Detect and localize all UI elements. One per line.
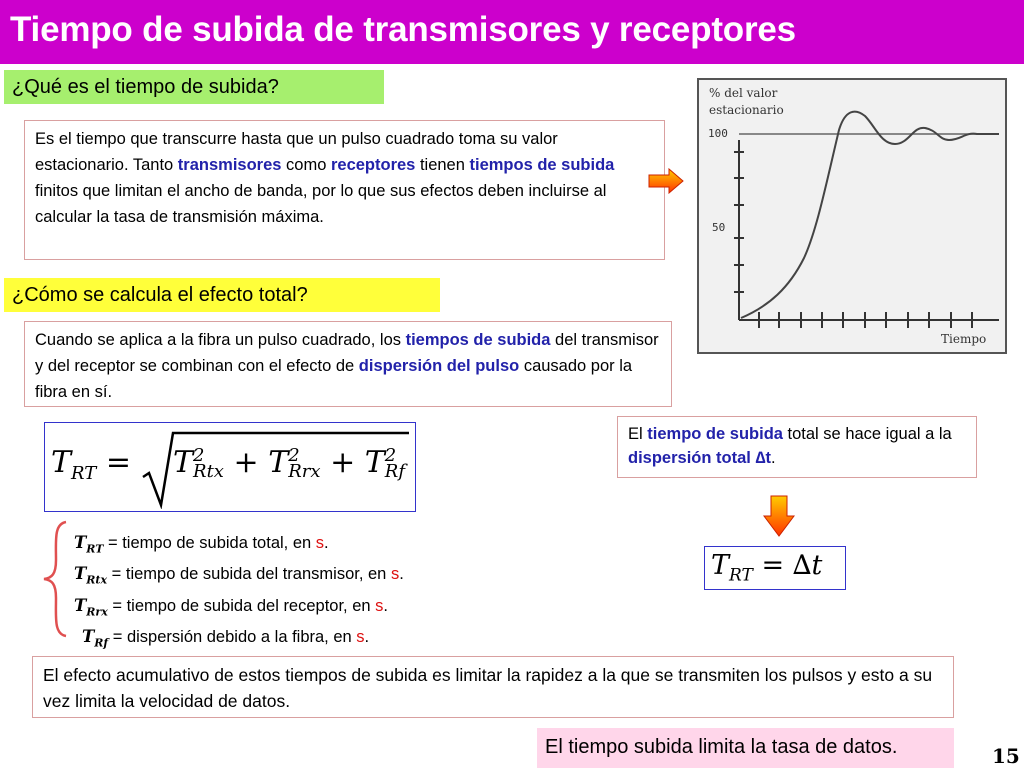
formula2-rhs: = ∆t xyxy=(761,550,823,581)
term-t3: T xyxy=(364,445,385,480)
rise-time-equals-dispersion-formula xyxy=(704,546,846,590)
formula2-lhs-sub: RT xyxy=(729,565,753,586)
step-response-plot xyxy=(699,80,1005,352)
formula-equals: = xyxy=(105,445,131,480)
term-t1-sub: Rtx xyxy=(193,461,224,482)
formula-radicand xyxy=(173,445,405,480)
highlight-tiempos-de-subida: tiempos de subida xyxy=(405,331,551,349)
text-span: tienen xyxy=(415,156,470,174)
def-var-sub: Rtx xyxy=(86,573,108,587)
def-text: = tiempo de subida del receptor, en xyxy=(107,596,376,615)
def-var xyxy=(74,564,108,587)
def-unit: s xyxy=(375,596,384,615)
graph-xlabel: Tiempo xyxy=(941,332,987,346)
term-t3-sup: 2 xyxy=(384,445,397,466)
curly-brace-icon xyxy=(40,520,70,638)
text-span: total se hace igual a la xyxy=(782,425,952,443)
tick-label-100: 100 xyxy=(708,127,728,140)
formula-lhs xyxy=(51,445,131,484)
def-unit: s xyxy=(390,565,400,584)
definition-item xyxy=(74,561,404,592)
page-number: 15 xyxy=(992,744,1020,768)
definition-box xyxy=(24,120,665,260)
highlight-tiempos-de-subida: tiempos de subida xyxy=(469,156,615,174)
cumulative-effect-box: El efecto acumulativo de estos tiempos de subida es limitar la rapidez a la que se transmiten los pulsos y esto a su vez limita la velocidad de datos. xyxy=(32,656,954,718)
term-t3-sub: Rf xyxy=(384,461,405,482)
calculation-box xyxy=(24,321,672,407)
def-var xyxy=(74,595,108,618)
term-t1: T xyxy=(173,445,194,480)
rise-time-formula xyxy=(44,422,416,512)
def-var-sub: RT xyxy=(86,542,104,556)
text-span: como xyxy=(281,156,331,174)
tick-label-50: 50 xyxy=(712,221,726,234)
slide-title: Tiempo de subida de transmisores y receptores xyxy=(10,10,796,49)
text-span: Es el tiempo que transcurre hasta que un pulso cuadrado toma su valor estacionario. Tanto xyxy=(35,130,558,174)
text-span: . xyxy=(771,449,776,467)
ylabel-line-1: % del valor xyxy=(709,86,778,100)
definition-item xyxy=(74,530,404,561)
def-text: = tiempo de subida total, en xyxy=(103,534,316,552)
def-unit: s xyxy=(356,627,365,646)
text-span: del transmisor y del receptor se combinan con el efecto de xyxy=(35,331,659,375)
term-t2-sub: Rrx xyxy=(288,461,321,482)
formula-lhs-sub: RT xyxy=(71,463,97,484)
text-span: Cuando se aplica a la fibra un pulso cuadrado, los xyxy=(35,331,406,349)
def-var-sub: Rrx xyxy=(86,604,108,618)
text-span: finitos que limitan el ancho de banda, por lo que sus efectos deben incluirse al calcular la tasa de transmisión máxima. xyxy=(35,182,607,226)
highlight-receptores: receptores xyxy=(330,156,416,174)
rise-time-graph xyxy=(697,78,1007,354)
def-var-letter: T xyxy=(82,626,95,646)
term-t2: T xyxy=(268,445,289,480)
text-span: causado por la fibra en sí. xyxy=(35,357,633,401)
ylabel-line-2: estacionario xyxy=(709,103,784,117)
graph-ylabel xyxy=(709,85,784,119)
question-how-to-calculate: ¿Cómo se calcula el efecto total? xyxy=(4,278,440,312)
plus-sign: + xyxy=(330,445,356,480)
def-var xyxy=(74,533,104,556)
term-t1-sup: 2 xyxy=(193,445,205,466)
formula-lhs-var: T xyxy=(51,445,72,480)
def-text: = tiempo de subida del transmisor, en xyxy=(107,565,391,584)
plus-sign: + xyxy=(233,445,259,480)
variable-definitions xyxy=(74,530,404,655)
definition-item xyxy=(74,593,404,624)
formula2-lhs-var: T xyxy=(711,550,730,581)
highlight-dispersion-total: dispersión total ∆t xyxy=(628,449,772,467)
total-rise-time-box xyxy=(617,416,977,478)
def-unit: s xyxy=(315,534,325,552)
def-end: . xyxy=(399,565,404,584)
def-var xyxy=(82,626,109,650)
definition-item xyxy=(74,624,404,655)
def-var-letter: T xyxy=(74,533,87,552)
def-var-sub: Rf xyxy=(94,636,109,650)
def-end: . xyxy=(383,596,389,615)
question-what-is-rise-time: ¿Qué es el tiempo de subida? xyxy=(4,70,384,104)
highlight-tiempo-de-subida: tiempo de subida xyxy=(647,425,783,443)
text-span: El xyxy=(628,425,648,443)
term-t2-sup: 2 xyxy=(288,445,300,466)
formula2-expression xyxy=(711,550,822,585)
highlight-dispersion: dispersión del pulso xyxy=(358,357,520,375)
arrow-down-icon xyxy=(762,494,796,538)
conclusion-banner: El tiempo subida limita la tasa de datos. xyxy=(537,728,954,768)
def-var-letter: T xyxy=(74,595,87,615)
def-text: = dispersión debido a la fibra, en xyxy=(108,627,357,646)
def-var-letter: T xyxy=(74,564,87,584)
highlight-transmisores: transmisores xyxy=(177,156,282,174)
arrow-right-icon xyxy=(647,168,685,194)
def-end: . xyxy=(324,534,329,552)
def-end: . xyxy=(364,627,370,646)
